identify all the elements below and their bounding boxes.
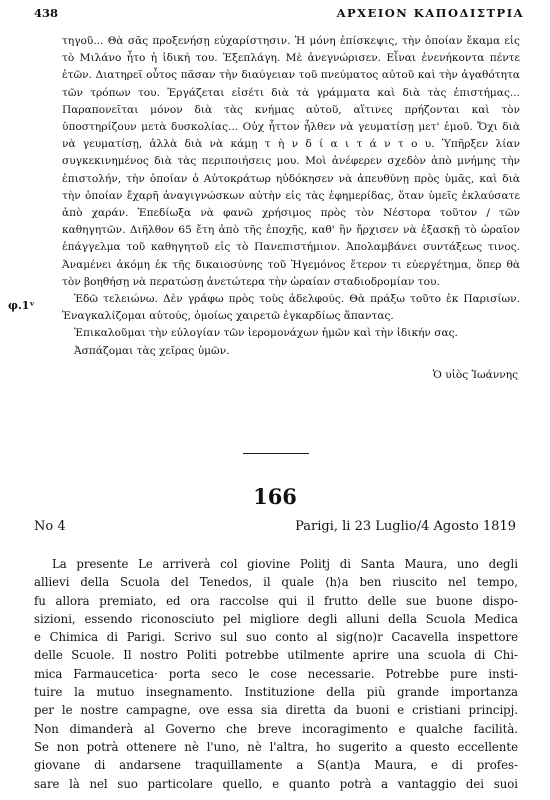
journal-title: ΑΡΧΕΙΟΝ ΚΑΠΟΔΙΣΤΡΙΑ bbox=[336, 6, 524, 20]
text-line: La presente Le arriverà col giovine Politj di Santa Maura, uno degli bbox=[52, 557, 518, 571]
text-line: giovane di andarsene traquillamente a S(ant)a Maura, e di profes- bbox=[34, 758, 518, 773]
letter-heading bbox=[34, 519, 516, 537]
italian-letter-text bbox=[34, 555, 518, 793]
running-head bbox=[34, 6, 524, 22]
signature: Ὁ υἱὸς Ἰωάννης bbox=[432, 368, 518, 381]
document-number: No 4 bbox=[34, 519, 66, 534]
text-line: delle Scuole. Il nostro Politi potrebbe utilmente aprire una scuola di Chi- bbox=[34, 648, 518, 663]
page-number: 438 bbox=[34, 6, 59, 20]
text-line: fu allora premiato, ed ora raccolse qui il frutto delle sue buone dispo- bbox=[34, 593, 518, 608]
text-line: mica Farmaucetica· porta seco le cose necessarie. Potrebbe pure insti- bbox=[34, 666, 518, 681]
greek-letter-text bbox=[62, 33, 520, 384]
text-line: per le nostre campagne, ove essa sia diretta da buoni e cristiani principj. bbox=[34, 703, 518, 718]
folio-margin-note: φ.1ᵛ bbox=[8, 299, 35, 312]
text-line: allievi della Scuola del Tenedos, il quale ⟨h⟩a ben riuscito nel tempo, bbox=[34, 575, 518, 590]
greek-paragraph: Ἐπικαλοῦμαι τὴν εὐλογίαν τῶν ἱερομονάχων ἡμῶν καὶ τὴν ἰδικήν σας. bbox=[74, 327, 458, 340]
text-line: tuire la mutuo insegnamento. Instituzione della più grande importanza bbox=[34, 685, 518, 700]
section-divider bbox=[243, 453, 309, 454]
letter-number: 166 bbox=[253, 484, 297, 509]
text-line: sizioni, essendo riconosciuto pel migliore degli alluni della Scuola Medica bbox=[34, 611, 518, 626]
greek-paragraph: τηγοῦ... Θὰ σᾶς προξενήσῃ εὐχαρίστησιν. Ἡ μόνη ἐπίσκεψις, τὴν ὁποίαν ἔκαμα εἰς τὸ Μιλάνο ἦτο ἡ ἰδική του. Ἐξεπλάγη. Μὲ ἀνεγνώρισεν. Εἶναι ἐνενήκοντα πέντε ἐτῶν. Διατηρεῖ οὗτος πᾶσαν τὴν διαύγειαν τοῦ πνεύματος αὐτοῦ καὶ τὴν ἀγαθότητα τῶν τρόπων του. Ἐργάζεται εἰσέτι διὰ τὰ γράμματα καὶ διὰ τὰς ἐπιστήμας... Παραπονεῖται μόνον διὰ τὰς κνήμας αὐτοῦ, αἵτινες πρήζονται καὶ τὸν ὑποστηρίζουν μετὰ δυσκολίας... Οὐχ ἧττον ἦλθεν νὰ γευματίσῃ μετ' ἐμοῦ. Ὄχι διὰ νὰ γευματίσῃ, ἀλλὰ διὰ νὰ κάμῃ τ ὴ ν δ ί α ι τ ά ν τ ο υ. Ὑπῆρξεν λίαν συγκεκινημένος διὰ τὰς περιποιήσεις μου. Μοὶ ἀνέφερεν σχεδὸν ἀπὸ μνήμης τὴν ἐπιστολήν, τὴν ὁποίαν ὁ Αὐτοκράτωρ ηὐδόκησεν νὰ ἀπευθύνῃ πρὸς ὑμᾶς, καὶ διὰ τὴν ὁποίαν ἔχαρῆ ἀναγιγνώσκων αὐτὴν εἰς τὰς ἐφημερίδας, ὅταν ὑμεῖς ἐκλαύσατε ἀπὸ χαράν. Ἐπεδίωξα νὰ φανῶ χρήσιμος πρὸς τὸν Νέστορα τοῦτον / τῶν καθηγητῶν. Διῆλθον 65 ἔτη ἀπὸ τῆς ἐποχῆς, καθ' ἣν ἤρχισεν νὰ ἐξασκῇ τὸ ὡραῖον ἐπάγγελμα τοῦ καθηγητοῦ εἰς τὸ Πανεπιστήμιον. Ἀπολαμβάνει συντάξεως τινος. Ἀναμένει ἀκόμη ἐκ τῆς δικαιοσύνης τοῦ Ἡγεμόνος ἕτερον τι εὐεργέτημα, ὅπερ θὰ τὸν βοηθήσῃ νὰ περατώσῃ ἀνετώτερα τὴν ὡραίαν σταδιοδρομίαν του. bbox=[62, 35, 520, 288]
greek-paragraph: Ἀσπάζομαι τὰς χεῖρας ὑμῶν. bbox=[74, 344, 230, 357]
greek-paragraph: Ἐδῶ τελειώνω. Δὲν γράφω πρὸς τοὺς ἀδελφούς. Θὰ πράξω τοῦτο ἐκ Παρισίων. Ἐναγκαλίζομαι αὐτούς, ὁμοίως χαιρετῶ ἐγκαρδίως ἅπαντας. bbox=[62, 293, 520, 323]
date-line: Parigi, li 23 Luglio/4 Agosto 1819 bbox=[295, 519, 516, 534]
text-line: sare là nel suo particolare quello, e quanto potrà a vantaggio dei suoi bbox=[34, 776, 518, 791]
text-line: Non dimanderà al Governo che breve incoragimento e qualche facilità. bbox=[34, 721, 518, 736]
text-line: Se non potrà ottenere nè l'uno, nè l'altra, ho sugerito a questo eccellente bbox=[34, 739, 518, 754]
text-line: e Chimica di Parigi. Scrivo sul suo conto al sig(no)r Cacavella inspettore bbox=[34, 630, 518, 645]
